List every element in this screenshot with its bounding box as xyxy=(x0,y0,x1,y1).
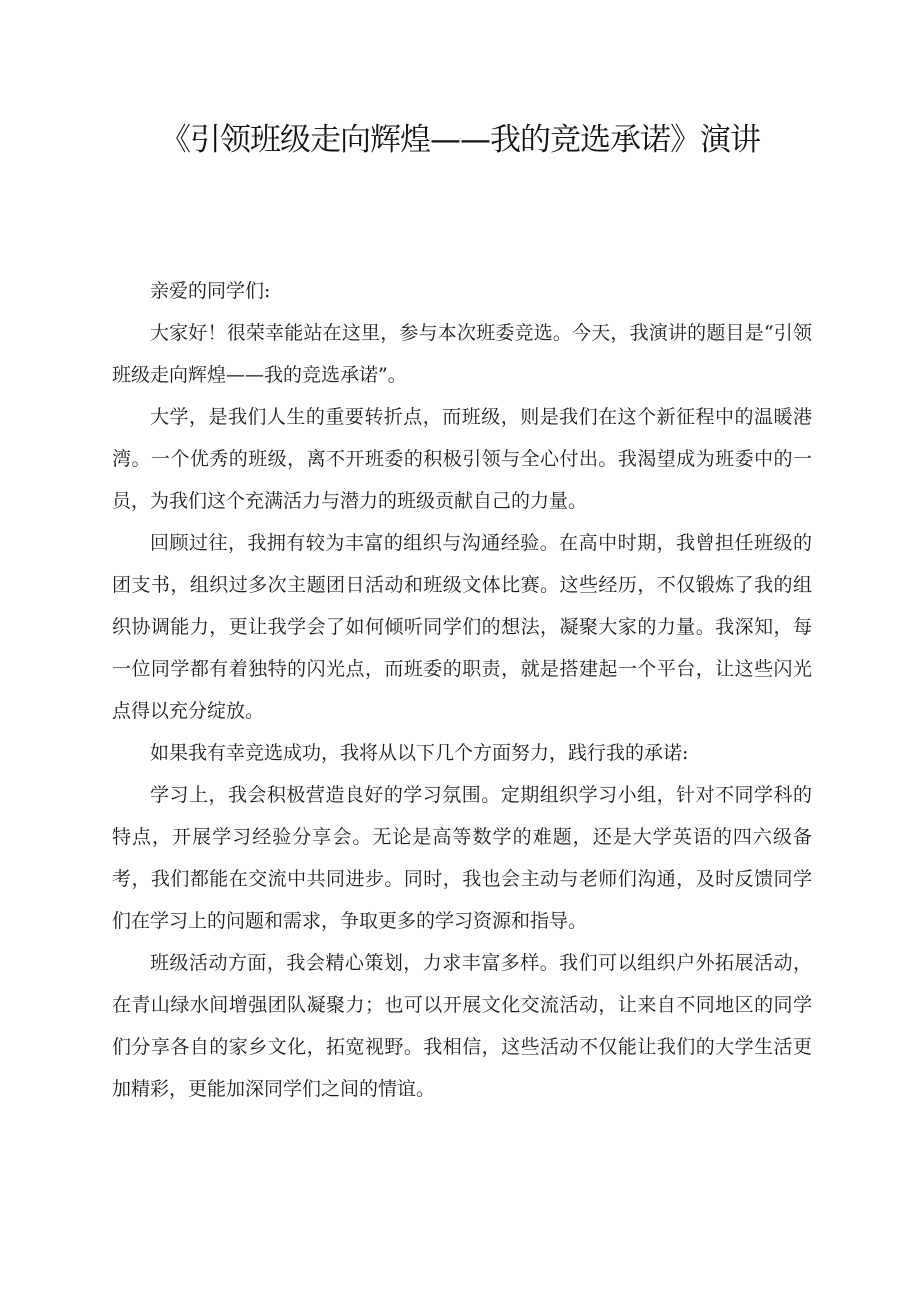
paragraph-commitment-intro: 如果我有幸竞选成功，我将从以下几个方面努力，践行我的承诺: xyxy=(150,742,689,764)
paragraph-study: 学习上，我会积极营造良好的学习氛围。定期组织学习小组，针对不同学科的特点，开展学习经验分享会。无论是高等数学的难题，还是大学英语的四六级备考，我们都能在交流中共同进步。同时，我也会主动与老师们沟通，及时反馈同学们在学习上的问题和需求，争取更多的学习资源和指导。 xyxy=(112,784,812,932)
paragraph-greeting: 亲爱的同学们: xyxy=(150,280,271,302)
document-title: 《引领班级走向辉煌——我的竞选承诺》演讲 xyxy=(160,122,760,158)
document-body xyxy=(112,270,812,1110)
paragraph-experience: 回顾过往，我拥有较为丰富的组织与沟通经验。在高中时期，我曾担任班级的团支书，组织过多次主题团日活动和班级文体比赛。这些经历，不仅锻炼了我的组织协调能力，更让我学会了如何倾听同学们的想法，凝聚大家的力量。我深知，每一位同学都有着独特的闪光点，而班委的职责，就是搭建起一个平台，让这些闪光点得以充分绽放。 xyxy=(112,532,812,722)
paragraph-university: 大学，是我们人生的重要转折点，而班级，则是我们在这个新征程中的温暖港湾。一个优秀的班级，离不开班委的积极引领与全心付出。我渴望成为班委中的一员，为我们这个充满活力与潜力的班级贡献自己的力量。 xyxy=(112,406,812,512)
paragraph-opening: 大家好！很荣幸能站在这里，参与本次班委竞选。今天，我演讲的题目是“引领班级走向辉煌——我的竞选承诺”。 xyxy=(112,322,812,386)
paragraph-activities: 班级活动方面，我会精心策划，力求丰富多样。我们可以组织户外拓展活动，在青山绿水间增强团队凝聚力；也可以开展文化交流活动，让来自不同地区的同学们分享各自的家乡文化，拓宽视野。我相信，这些活动不仅能让我们的大学生活更加精彩，更能加深同学们之间的情谊。 xyxy=(112,952,812,1100)
